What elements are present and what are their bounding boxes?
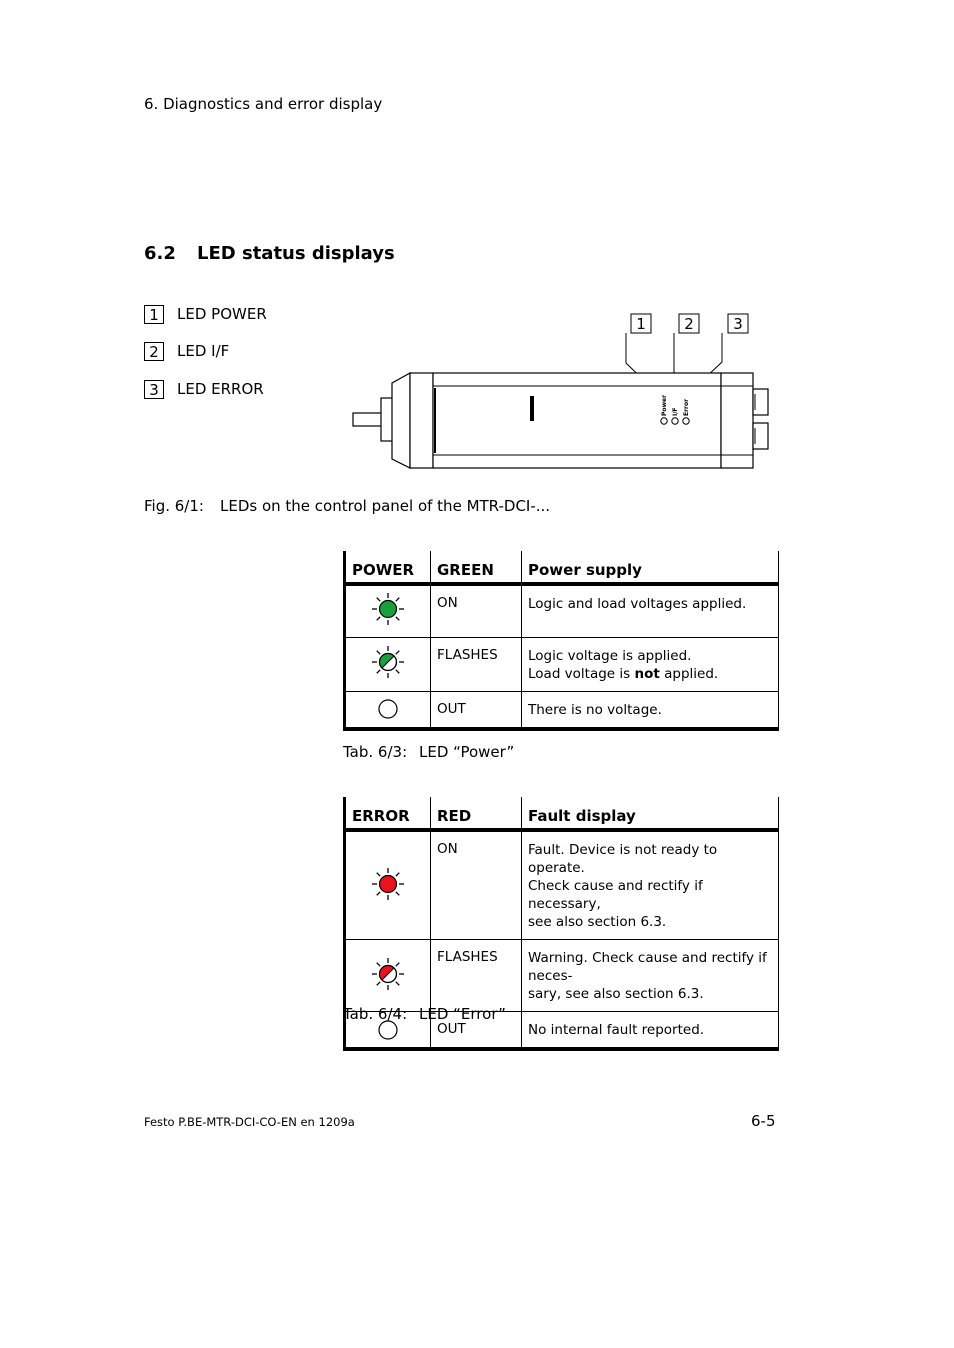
figure-caption-text: LEDs on the control panel of the MTR-DCI-... bbox=[220, 497, 551, 515]
table-caption-error bbox=[343, 1005, 506, 1023]
state-cell: FLASHES bbox=[431, 637, 522, 691]
table-row bbox=[345, 830, 779, 940]
description-line: Warning. Check cause and rectify if neces- bbox=[528, 950, 767, 984]
header-led: POWER bbox=[345, 551, 431, 584]
description-cell bbox=[522, 940, 779, 1012]
description-line: No internal fault reported. bbox=[528, 1022, 705, 1038]
led-error-icon bbox=[683, 418, 689, 424]
description-emphasis: not bbox=[634, 665, 660, 682]
legend-label: LED POWER bbox=[177, 305, 267, 323]
panel-leds bbox=[661, 418, 689, 424]
motor-shaft bbox=[353, 398, 393, 441]
festo-logo bbox=[530, 396, 534, 421]
led-cell bbox=[345, 691, 431, 729]
description-cell bbox=[522, 1012, 779, 1050]
running-head: 6. Diagnostics and error display bbox=[144, 95, 383, 113]
legend-number-box: 1 bbox=[144, 305, 164, 324]
description-line: Check cause and rectify if necessary, bbox=[528, 878, 703, 912]
description-text: applied. bbox=[659, 665, 719, 682]
description-line: Logic voltage is applied. bbox=[528, 647, 692, 664]
figure-caption bbox=[144, 497, 550, 515]
led-cell bbox=[345, 830, 431, 940]
legend-label: LED ERROR bbox=[177, 380, 264, 398]
led-on-red-icon bbox=[371, 867, 405, 901]
device-diagram bbox=[340, 300, 780, 475]
led-flashing-red-icon bbox=[371, 957, 405, 991]
svg-text:2: 2 bbox=[684, 315, 694, 333]
led-power-icon bbox=[661, 418, 667, 424]
table-caption-id: Tab. 6/3: bbox=[343, 743, 408, 761]
description-line: sary, see also section 6.3. bbox=[528, 986, 704, 1002]
legend-number-box: 2 bbox=[144, 342, 164, 361]
state-cell: OUT bbox=[431, 1012, 522, 1050]
description-cell bbox=[522, 637, 779, 691]
table-row bbox=[345, 940, 779, 1012]
description-cell bbox=[522, 691, 779, 729]
led-cell bbox=[345, 940, 431, 1012]
table-row bbox=[345, 637, 779, 691]
led-on-green-icon bbox=[371, 592, 405, 626]
page-number: 6-5 bbox=[751, 1112, 776, 1130]
description-line: There is no voltage. bbox=[528, 701, 662, 718]
table-row bbox=[345, 691, 779, 729]
description-cell bbox=[522, 584, 779, 637]
callout-2 bbox=[679, 314, 699, 333]
device-housing bbox=[392, 373, 768, 468]
state-cell: OUT bbox=[431, 691, 522, 729]
header-color: GREEN bbox=[431, 551, 522, 584]
legend-number-box: 3 bbox=[144, 380, 164, 399]
description-line: Fault. Device is not ready to operate. bbox=[528, 842, 718, 876]
description-line: Logic and load voltages applied. bbox=[528, 596, 747, 612]
svg-text:3: 3 bbox=[733, 315, 743, 333]
state-cell: ON bbox=[431, 830, 522, 940]
legend-label: LED I/F bbox=[177, 342, 230, 360]
header-meaning: Fault display bbox=[522, 797, 779, 830]
state-cell: ON bbox=[431, 584, 522, 637]
table-led-power bbox=[343, 551, 779, 731]
table-caption-id: Tab. 6/4: bbox=[343, 1005, 408, 1023]
table-caption-power bbox=[343, 743, 514, 761]
section-number: 6.2 bbox=[144, 243, 176, 264]
led-cell bbox=[345, 584, 431, 637]
description-cell bbox=[522, 830, 779, 940]
table-header-row bbox=[345, 797, 779, 830]
section-title bbox=[144, 243, 395, 264]
callout-3 bbox=[728, 314, 748, 333]
led-flashing-green-icon bbox=[371, 645, 405, 679]
svg-text:Error: Error bbox=[683, 398, 690, 416]
description-text: Load voltage is bbox=[528, 665, 635, 682]
description-line bbox=[528, 665, 772, 683]
figure-caption-id: Fig. 6/1: bbox=[144, 497, 204, 515]
table-caption-text: LED “Error” bbox=[419, 1005, 506, 1023]
led-if-icon bbox=[672, 418, 678, 424]
header-color: RED bbox=[431, 797, 522, 830]
svg-text:I/F: I/F bbox=[672, 407, 679, 416]
section-title-text: LED status displays bbox=[197, 243, 395, 264]
table-row bbox=[345, 584, 779, 637]
table-caption-text: LED “Power” bbox=[419, 743, 515, 761]
description-line: see also section 6.3. bbox=[528, 914, 667, 930]
svg-text:1: 1 bbox=[636, 315, 646, 333]
led-cell bbox=[345, 637, 431, 691]
header-led: ERROR bbox=[345, 797, 431, 830]
led-off-icon bbox=[377, 698, 399, 720]
footer-document-id: Festo P.BE-MTR-DCI-CO-EN en 1209a bbox=[144, 1115, 355, 1129]
header-meaning: Power supply bbox=[522, 551, 779, 584]
callout-1 bbox=[631, 314, 651, 333]
table-header-row bbox=[345, 551, 779, 584]
svg-text:Power: Power bbox=[661, 394, 668, 416]
state-cell: FLASHES bbox=[431, 940, 522, 1012]
